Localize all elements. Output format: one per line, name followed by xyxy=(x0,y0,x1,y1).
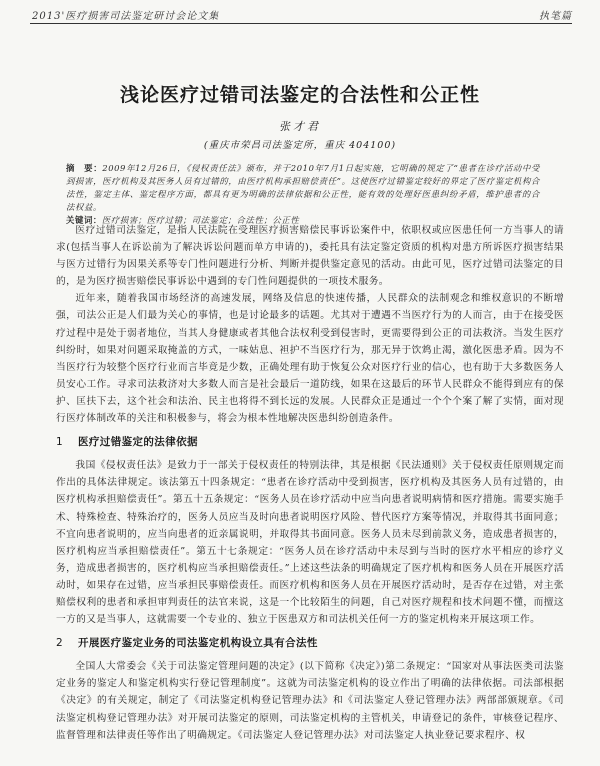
running-header-left: 2013'医疗损害司法鉴定研讨会论文集 xyxy=(32,11,220,22)
running-header xyxy=(32,7,572,22)
section-heading-2 xyxy=(56,635,564,652)
section-number: 1 xyxy=(56,436,64,449)
abstract-block xyxy=(66,162,540,227)
paragraph: 近年来，随着我国市场经济的高速发展，网络及信息的快速传播，人民群众的法制观念和维权意识的不断增强，司法公正是人们最为关心的事情，也是讨论最多的话题。尤其对于遭遇不当医疗行为的人而言，由于在接受医疗过程中是处于弱者地位，当其人身健康或者其他合法权利受到侵害时，更需要得到公正的司法救济。当发生医疗纠纷时，如果对问题采取掩盖的方式，一味姑息、袒护不当医疗行为，那无异于饮鸩止渴，激化医患矛盾。因为不当医疗行为较整个医疗行业而言毕竟是少数，正确处理有助于恢复公众对医疗行业的信心，也有助于大多数医务人员安心工作。寻求司法救济对大多数人而言是社会最后一道防线，如果在这最后的环节人民群众不能得到应有的保护、匡扶下去，这个社会和法治、民主也将得不到长远的发展。人民群众正是通过一个个个案了解了实情，面对现行医疗体制改革的关注和积极参与，将会为根本性地解决医患纠纷创造条件。 xyxy=(56,293,564,425)
abstract xyxy=(66,162,540,214)
abstract-label: 摘 要： xyxy=(66,163,103,173)
affiliation: (重庆市荣昌司法鉴定所，重庆 404100) xyxy=(203,140,397,151)
section-heading-1 xyxy=(56,434,564,451)
paragraph: 我国《侵权责任法》是致力于一部关于侵权责任的特别法律，其是根据《民法通则》关于侵权责任原则规定而作出的具体法律规定。该法第五十四条规定：“患者在诊疗活动中受到损害，医疗机构及其医务人员有过错的，由医疗机构承担赔偿责任”。第五十五条规定：“医务人员在诊疗活动中应当向患者说明病情和医疗措施。需要实施手术、特殊检查、特殊治疗的，医务人员应当及时向患者说明医疗风险、替代医疗方案等情况，并取得其书面同意；不宜向患者说明的，应当向患者的近亲属说明，并取得其书面同意。医务人员未尽到前款义务，造成患者损害的，医疗机构应当承担赔偿责任”。第五十七条规定：“医务人员在诊疗活动中未尽到与当时的医疗水平相应的诊疗义务，造成患者损害的，医疗机构应当承担赔偿责任。”上述这些法条的明确规定了医疗机构和医务人员在开展医疗活动时，如果存在过错，应当承担民事赔偿责任。而医疗机构和医务人员在开展医疗活动时，是否存在过错，对主张赔偿权利的患者和承担审判责任的法官来说，这是一个比较陌生的问题，自己对医疗规程和技术问题不懂，而擅这一方的又是当事人，这就需要一个专业的、独立于医患双方和司法机关任何一方的鉴定机构来开展这项工作。 xyxy=(56,460,564,626)
abstract-text: 2009年12月26日，《侵权责任法》颁布，并于2010年7月1日起实施，它明确的规定了“患者在诊疗活动中受到损害，医疗机构及其医务人员有过错的，由医疗机构承担赔偿责任”。这使医疗过错鉴定较好的界定了医疗鉴定机构合法性，鉴定主体、鉴定程序方面，都具有更为明确的法律依据和公正性，能有效的处理好医患纠纷矛盾，维护患者的合法权益。 xyxy=(66,163,540,212)
paragraph: 全国人大常委会《关于司法鉴定管理问题的决定》(以下简称《决定》)第二条规定：“国家对从事法医类司法鉴定业务的鉴定人和鉴定机构实行登记管理制度”。这就为司法鉴定机构的设立作出了明确的法律依据。司法部根据《决定》的有关规定，制定了《司法鉴定机构登记管理办法》和《司法鉴定人登记管理办法》两部部颁规章。《司法鉴定机构登记管理办法》对开展司法鉴定的原则，司法鉴定机构的主管机关，申请登记的条件，审核登记程序、监督管理和法律责任等作出了明确规定。《司法鉴定人登记管理办法》对司法鉴定人执业登记要求程序、权 xyxy=(56,661,564,741)
keywords-label: 关键词： xyxy=(66,215,102,225)
header-rule xyxy=(30,23,572,24)
paragraph: 医疗过错司法鉴定，是指人民法院在受理医疗损害赔偿民事诉讼案件中，依职权或应医患任何一方当事人的请求(包括当事人在诉讼前为了解决诉讼问题而单方申请的)，委托具有法定鉴定资质的机构对患方所诉医疗损害结果与医方过错行为因果关系等专门性问题进行分析、判断并提供鉴定意见的活动。由此可见，医疗过错司法鉴定的目的，是为医疗损害赔偿民事诉讼中遇到的专门性问题提供的一项技术服务。 xyxy=(56,225,564,288)
paper-title: 浅论医疗过错司法鉴定的合法性和公正性 xyxy=(119,84,480,106)
author: 张才君 xyxy=(279,120,321,133)
keywords-text: 医疗损害；医疗过错；司法鉴定；合法性；公正性 xyxy=(101,215,300,225)
section-title: 开展医疗鉴定业务的司法鉴定机构设立具有合法性 xyxy=(78,637,318,650)
running-header-right: 执笔篇 xyxy=(539,11,572,22)
section-title: 医疗过错鉴定的法律依据 xyxy=(78,436,198,449)
body-text xyxy=(56,222,564,744)
section-number: 2 xyxy=(56,637,64,650)
